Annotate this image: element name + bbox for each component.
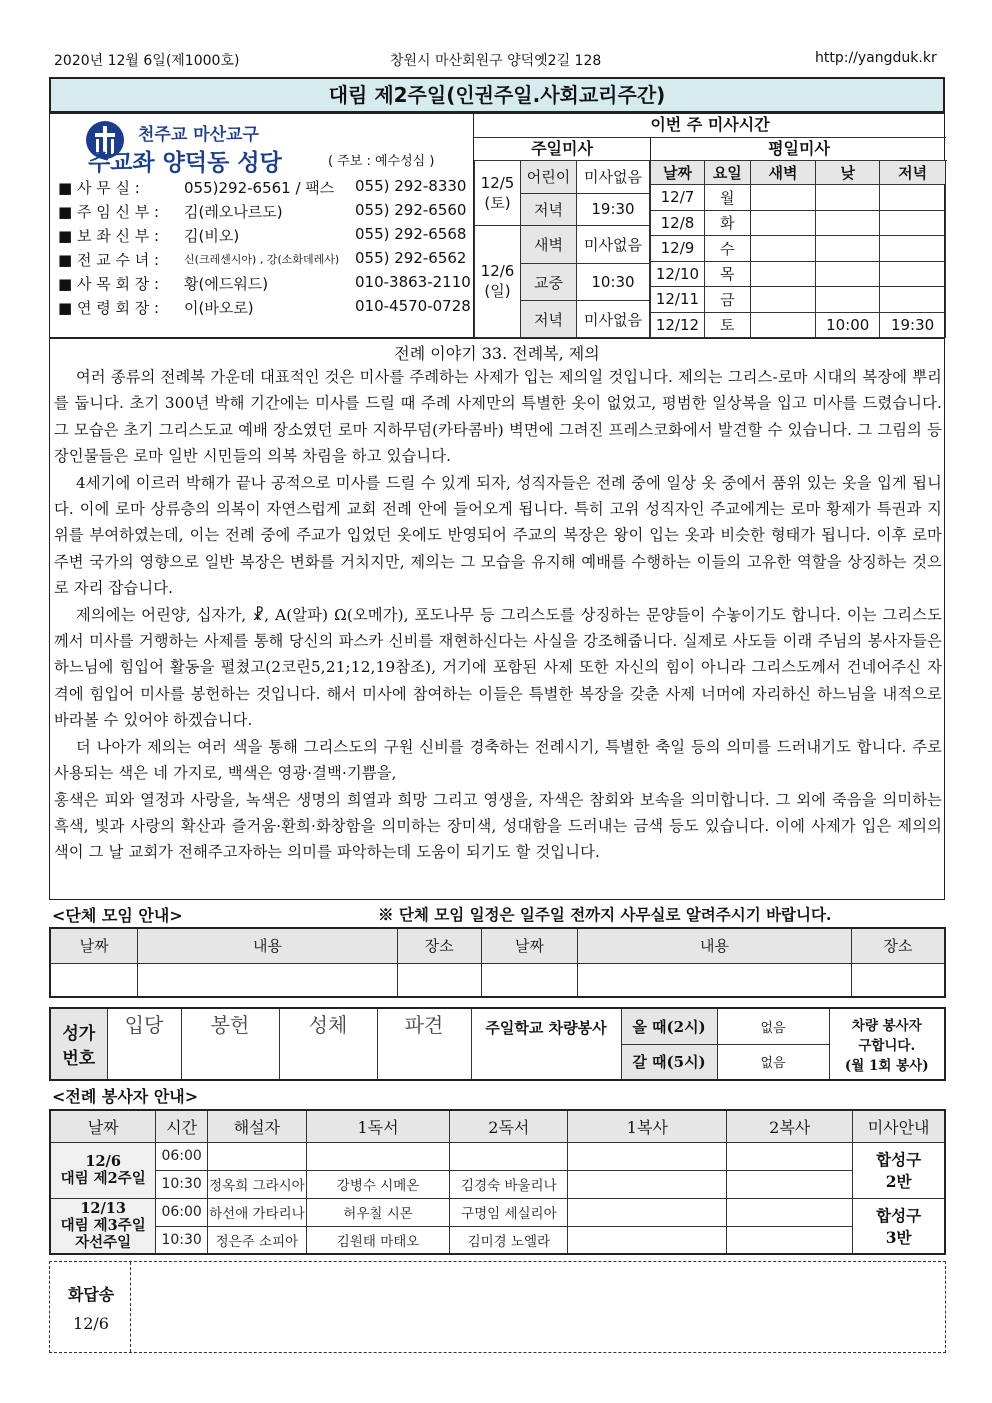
hymn-number[interactable] xyxy=(377,1044,471,1080)
weekday-cell xyxy=(750,312,816,338)
weekday-cell: 토 xyxy=(704,312,750,338)
weekday-cell xyxy=(750,185,816,211)
article-body xyxy=(54,364,942,866)
server-name: 김미경 노엘라 xyxy=(450,1226,568,1254)
server-name: 김경숙 바울리나 xyxy=(450,1170,568,1198)
sunday-school-label: 주일학교 차량봉사 xyxy=(471,1008,621,1080)
hymn-number[interactable] xyxy=(279,1044,377,1080)
groups-col-header: 내용 xyxy=(138,928,397,963)
car-service-volunteer: 없음 xyxy=(717,1044,829,1080)
server-name xyxy=(568,1170,727,1198)
weekday-cell xyxy=(750,236,816,262)
staff-name: 이(바오로) xyxy=(184,299,254,317)
server-name xyxy=(727,1198,853,1226)
server-name: 하선애 가타리나 xyxy=(207,1198,306,1226)
sunday-mass-heading: 주일미사 xyxy=(474,137,650,161)
issue-date: 2020년 12월 6일(제1000호) xyxy=(54,53,240,69)
sunday-mass-time: 미사없음 xyxy=(577,301,650,338)
groups-empty-cell xyxy=(481,963,578,997)
server-time: 10:30 xyxy=(156,1170,208,1198)
article-paragraph: 홍색은 피와 열정과 사랑을, 녹색은 생명의 희열과 희망 그리고 영생을, 자색은 참회와 보속을 의미합니다. 그 외에 죽음을 의미하는 흑색, 빛과 사랑의 확산과 즐거움·환희·화창함을 의미하는 장미색, 성대함을 드러내는 금색 등도 있습니다. 이에 사제가 입은 제의의 색이 그 날 교회가 전해주고자하는 의미를 파악하는데 도움이 되기도 할 것입니다. xyxy=(54,790,942,862)
server-name: 구명임 세실리아 xyxy=(450,1198,568,1226)
hymn-col-label: 성체 xyxy=(279,1008,377,1044)
server-date: 12/6 대림 제2주일 xyxy=(50,1142,156,1198)
sunday-mass-time: 10:30 xyxy=(577,264,650,301)
groups-col-header: 날짜 xyxy=(481,928,578,963)
weekday-cell: 10:00 xyxy=(816,312,880,338)
weekday-cell xyxy=(880,261,946,287)
server-name xyxy=(450,1142,568,1170)
weekday-mass-table xyxy=(650,160,946,338)
servers-col-header: 시간 xyxy=(156,1110,208,1142)
staff-name: 김(레오나르도) xyxy=(184,203,283,221)
article-paragraph: 제의에는 어린양, 십자가, ☧, Α(알파) Ω(오메가), 포도나무 등 그리스도를 상징하는 문양들이 수놓이기도 합니다. 이는 그리스도께서 미사를 거행하는 사제를 통해 당신의 파스카 신비를 재현하신다는 사실을 강조해줍니다. 실제로 사도들 이래 주님의 봉사자들은 하느님에 힘입어 활동을 펼쳤고(2코린5,21;12,19참조), 거기에 포함된 사제 또한 자신의 힘이 아니라 그리스도께서 건네어주신 자격에 힘입어 미사를 봉헌하는 것입니다. 해서 미사에 참여하는 이들은 특별한 복장을 갖춘 사제 너머에 자리하신 하느님을 내적으로 바라볼 수 있어야 하겠습니다. xyxy=(54,605,942,730)
hymn-table xyxy=(49,1007,946,1081)
sunday-mass-time: 미사없음 xyxy=(577,226,650,264)
article-paragraph: 4세기에 이르러 박해가 끝나 공적으로 미사를 드릴 수 있게 되자, 성직자들은 전례 중에 일상 옷 중에서 품위 있는 옷을 입게 됩니다. 이에 로마 상류층의 의복이 자연스럽게 교회 전례 안에 들어오게 됩니다. 특히 고위 성직자인 주교에게는 로마 황제가 특권과 지위를 부여하였는데, 이는 전례 중에 주교가 입었던 옷에도 반영되어 주교의 복장은 왕이 입는 옷과 비슷한 형태가 됩니다. 이후 로마 주변 국가의 영향으로 일반 복장은 변화를 거치지만, 제의는 그 모습을 유지해 예배를 수행하는 이들의 고유한 역할을 상징하는 것으로 자리 잡습니다. xyxy=(54,473,942,598)
staff-phone: 055) 292-8330 xyxy=(355,177,467,195)
servers-col-header: 날짜 xyxy=(50,1110,156,1142)
weekday-col-header: 날짜 xyxy=(651,161,705,185)
sunday-mass-type: 어린이 xyxy=(521,161,577,194)
staff-role: ■ 전 교 수 녀 : xyxy=(58,251,160,269)
server-name: 정은주 소피아 xyxy=(207,1226,306,1254)
parish-name: 주교좌 양덕동 성당 xyxy=(88,150,282,176)
weekday-cell xyxy=(816,287,880,313)
weekday-cell xyxy=(816,185,880,211)
weekday-cell: 12/12 xyxy=(651,312,705,338)
response-psalm-box xyxy=(49,1261,946,1353)
weekday-col-header: 저녁 xyxy=(880,161,946,185)
server-name xyxy=(727,1170,853,1198)
groups-col-header: 장소 xyxy=(851,928,945,963)
staff-role: ■ 사 무 실 : xyxy=(58,179,140,197)
groups-col-header: 내용 xyxy=(578,928,851,963)
sunday-mass-time: 미사없음 xyxy=(577,161,650,194)
staff-role: ■ 연 령 회 장 : xyxy=(58,299,160,317)
server-name xyxy=(306,1142,449,1170)
groups-empty-cell xyxy=(138,963,397,997)
sunday-mass-type: 저녁 xyxy=(521,301,577,338)
groups-empty-cell xyxy=(851,963,945,997)
sunday-mass-table xyxy=(474,160,650,338)
servers-col-header: 1복사 xyxy=(568,1110,727,1142)
server-name: 강병수 시메온 xyxy=(306,1170,449,1198)
car-service-time: 올 때(2시) xyxy=(621,1008,717,1044)
weekday-cell xyxy=(880,236,946,262)
weekday-cell xyxy=(750,261,816,287)
staff-role: ■ 보 좌 신 부 : xyxy=(58,227,160,245)
staff-phone: 010-4570-0728 xyxy=(355,297,471,315)
groups-empty-cell xyxy=(50,963,138,997)
weekday-cell xyxy=(816,261,880,287)
response-psalm-label: 화답송 xyxy=(67,1285,115,1304)
weekday-cell xyxy=(816,210,880,236)
server-name xyxy=(727,1142,853,1170)
servers-title: <전례 봉사자 안내> xyxy=(52,1087,199,1106)
weekday-cell xyxy=(816,236,880,262)
hymn-number[interactable] xyxy=(181,1044,279,1080)
hymn-col-label: 봉헌 xyxy=(181,1008,279,1044)
hymn-label: 성가 번호 xyxy=(50,1008,107,1080)
mass-guide: 합성구 2반 xyxy=(853,1142,945,1198)
weekday-col-header: 요일 xyxy=(704,161,750,185)
article-paragraph: 더 나아가 제의는 여러 색을 통해 그리스도의 구원 신비를 경축하는 전례시기, 특별한 축일 등의 의미를 드러내기도 합니다. 주로 사용되는 색은 네 가지로, 백색은 영광·결백·기쁨을, xyxy=(54,737,942,783)
weekday-cell: 12/10 xyxy=(651,261,705,287)
weekday-cell: 12/9 xyxy=(651,236,705,262)
article-paragraph: 여러 종류의 전례복 가운데 대표적인 것은 미사를 주례하는 사제가 입는 제의일 것입니다. 제의는 그리스-로마 시대의 복장에 뿌리를 둡니다. 초기 300년 박해 기간에는 미사를 드릴 때 주례 사제만의 특별한 옷이 없었고, 평범한 일상복을 입고 미사를 드렸습니다. 그 모습은 초기 그리스도교 예배 장소였던 로마 지하무덤(카타콤바) 벽면에 그려진 프레스코화에서 발견할 수 있습니다. 그 그림의 등장인물들은 로마 일반 시민들의 의복 차림을 하고 있습니다. xyxy=(54,368,942,466)
weekday-cell xyxy=(880,185,946,211)
response-psalm-date: 12/6 xyxy=(73,1314,109,1333)
weekday-cell: 12/7 xyxy=(651,185,705,211)
servers-col-header: 미사안내 xyxy=(853,1110,945,1142)
servers-col-header: 해설자 xyxy=(207,1110,306,1142)
sunday-mass-type: 저녁 xyxy=(521,193,577,226)
servers-table xyxy=(49,1109,946,1255)
page-title: 대림 제2주일(인권주일.사회교리주간) xyxy=(49,77,945,113)
volunteer-recruit-note: 차량 봉사자 구합니다. (월 1회 봉사) xyxy=(829,1008,945,1080)
servers-col-header: 2독서 xyxy=(450,1110,568,1142)
weekday-cell xyxy=(750,287,816,313)
server-date: 12/13 대림 제3주일 자선주일 xyxy=(50,1198,156,1254)
staff-role: ■ 사 목 회 장 : xyxy=(58,275,160,293)
server-name xyxy=(727,1226,853,1254)
sunday-mass-time: 19:30 xyxy=(577,193,650,226)
staff-phone: 055) 292-6562 xyxy=(355,249,467,267)
sunday-mass-type: 교중 xyxy=(521,264,577,301)
mass-schedule xyxy=(473,113,946,338)
weekday-col-header: 새벽 xyxy=(750,161,816,185)
church-address: 창원시 마산회원구 양덕옛2길 128 xyxy=(390,53,602,69)
weekday-cell: 12/8 xyxy=(651,210,705,236)
server-name: 정옥희 그라시아 xyxy=(207,1170,306,1198)
patron-label: ( 주보 : 예수성심 ) xyxy=(328,154,435,169)
diocese-name: 천주교 마산교구 xyxy=(138,125,259,145)
groups-col-header: 장소 xyxy=(397,928,481,963)
sunday-mass-type: 새벽 xyxy=(521,226,577,264)
server-name xyxy=(568,1142,727,1170)
weekday-cell: 수 xyxy=(704,236,750,262)
staff-role: ■ 주 임 신 부 : xyxy=(58,203,160,221)
car-service-volunteer: 없음 xyxy=(717,1008,829,1044)
staff-name: 황(에드워드) xyxy=(184,275,269,293)
weekday-cell xyxy=(880,287,946,313)
weekday-cell: 12/11 xyxy=(651,287,705,313)
sunday-mass-date: 12/6 (일) xyxy=(475,226,521,338)
server-name xyxy=(568,1226,727,1254)
car-service-time: 갈 때(5시) xyxy=(621,1044,717,1080)
article-title: 전례 이야기 33. 전례복, 제의 xyxy=(394,344,600,363)
weekday-cell: 19:30 xyxy=(880,312,946,338)
church-url[interactable]: http://yangduk.kr xyxy=(815,50,937,66)
weekday-cell: 월 xyxy=(704,185,750,211)
weekday-cell: 화 xyxy=(704,210,750,236)
weekday-mass-heading: 평일미사 xyxy=(650,137,947,161)
hymn-col-label: 입당 xyxy=(107,1008,181,1044)
groups-title: <단체 모임 안내> xyxy=(52,906,183,925)
staff-phone: 010-3863-2110 xyxy=(355,273,471,291)
server-name xyxy=(207,1142,306,1170)
server-time: 06:00 xyxy=(156,1198,208,1226)
groups-empty-cell xyxy=(578,963,851,997)
weekday-cell xyxy=(750,210,816,236)
staff-phone: 055) 292-6560 xyxy=(355,201,467,219)
sunday-mass-date: 12/5 (토) xyxy=(475,161,521,226)
staff-name: 김(비오) xyxy=(184,227,240,245)
servers-col-header: 2복사 xyxy=(727,1110,853,1142)
hymn-col-label: 파견 xyxy=(377,1008,471,1044)
groups-notice: ※ 단체 모임 일정은 일주일 전까지 사무실로 알려주시기 바랍니다. xyxy=(378,905,832,924)
weekday-col-header: 낮 xyxy=(816,161,880,185)
hymn-number[interactable] xyxy=(107,1044,181,1080)
server-time: 06:00 xyxy=(156,1142,208,1170)
weekday-cell xyxy=(880,210,946,236)
weekday-cell: 목 xyxy=(704,261,750,287)
server-name: 김원태 마태오 xyxy=(306,1226,449,1254)
staff-name: 신(크레센시아) , 강(소화데레사) xyxy=(184,253,340,266)
mass-heading: 이번 주 미사시간 xyxy=(474,113,946,138)
servers-col-header: 1독서 xyxy=(306,1110,449,1142)
weekday-cell: 금 xyxy=(704,287,750,313)
server-name xyxy=(568,1198,727,1226)
staff-phone: 055) 292-6568 xyxy=(355,225,467,243)
groups-col-header: 날짜 xyxy=(50,928,138,963)
server-name: 허우칠 시몬 xyxy=(306,1198,449,1226)
server-time: 10:30 xyxy=(156,1226,208,1254)
groups-table xyxy=(49,927,946,998)
groups-empty-cell xyxy=(397,963,481,997)
mass-guide: 합성구 3반 xyxy=(853,1198,945,1254)
staff-name: 055)292-6561 / 팩스 xyxy=(184,179,335,197)
